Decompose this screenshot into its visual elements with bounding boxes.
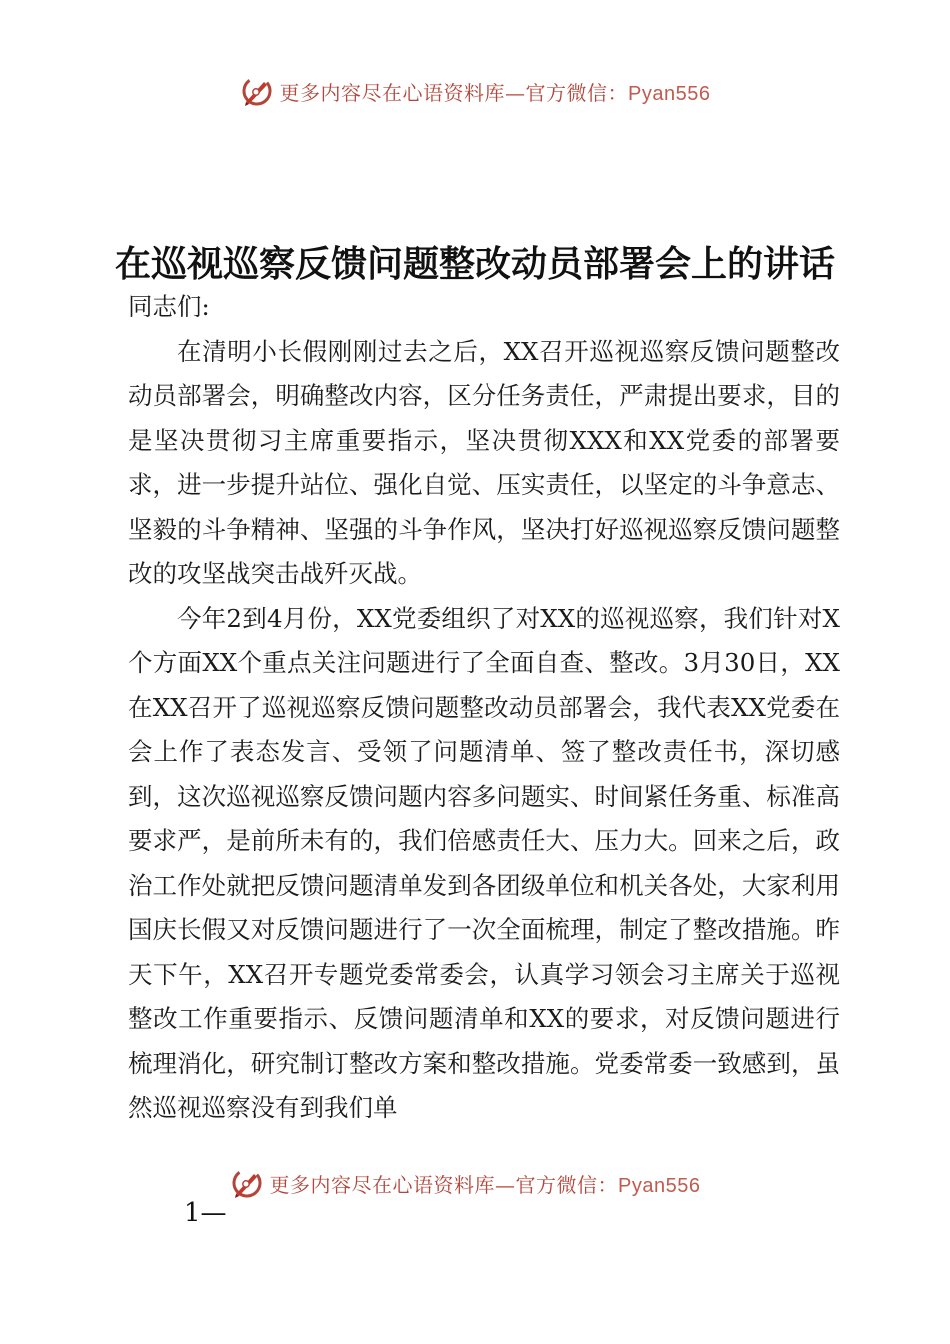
document-body bbox=[128, 285, 840, 1131]
pen-circle-logo-icon bbox=[230, 1166, 264, 1200]
watermark-text: 更多内容尽在心语资料库—官方微信：Pyan556 bbox=[269, 1172, 701, 1197]
paragraph: 今年2到4月份，XX党委组织了对XX的巡视巡察，我们针对X个方面XX个重点关注问题进行了全面自查、整改。3月30日，XX在XX召开了巡视巡察反馈问题整改动员部署会，我代表XX党委在会上作了表态发言、受领了问题清单、签了整改责任书，深切感到，这次巡视巡察反馈问题内容多问题实、时间紧任务重、标准高要求严，是前所未有的，我们倍感责任大、压力大。回来之后，政治工作处就把反馈问题清单发到各团级单位和机关各处，大家利用国庆长假又对反馈问题进行了一次全面梳理，制定了整改措施。昨天下午，XX召开专题党委常委会，认真学习领会习主席关于巡视整改工作重要指示、反馈问题清单和XX的要求，对反馈问题进行梳理消化，研究制订整改方案和整改措施。党委常委一致感到，虽然巡视巡察没有到我们单 bbox=[128, 603, 840, 1122]
header-watermark bbox=[0, 74, 950, 108]
pen-circle-logo-icon bbox=[240, 74, 274, 108]
page-number: 1— bbox=[184, 1198, 227, 1228]
footer-watermark bbox=[0, 1166, 940, 1200]
salutation: 同志们: bbox=[128, 292, 210, 321]
watermark-text: 更多内容尽在心语资料库—官方微信：Pyan556 bbox=[279, 80, 711, 105]
document-title: 在巡视巡察反馈问题整改动员部署会上的讲话 bbox=[114, 243, 835, 285]
paragraph: 在清明小长假刚刚过去之后，XX召开巡视巡察反馈问题整改动员部署会，明确整改内容，区分任务责任，严肃提出要求，目的是坚决贯彻习主席重要指示，坚决贯彻XXX和XX党委的部署要求，进一步提升站位、强化自觉、压实责任，以坚定的斗争意志、坚毅的斗争精神、坚强的斗争作风，坚决打好巡视巡察反馈问题整改的攻坚战突击战歼灭战。 bbox=[128, 336, 840, 588]
